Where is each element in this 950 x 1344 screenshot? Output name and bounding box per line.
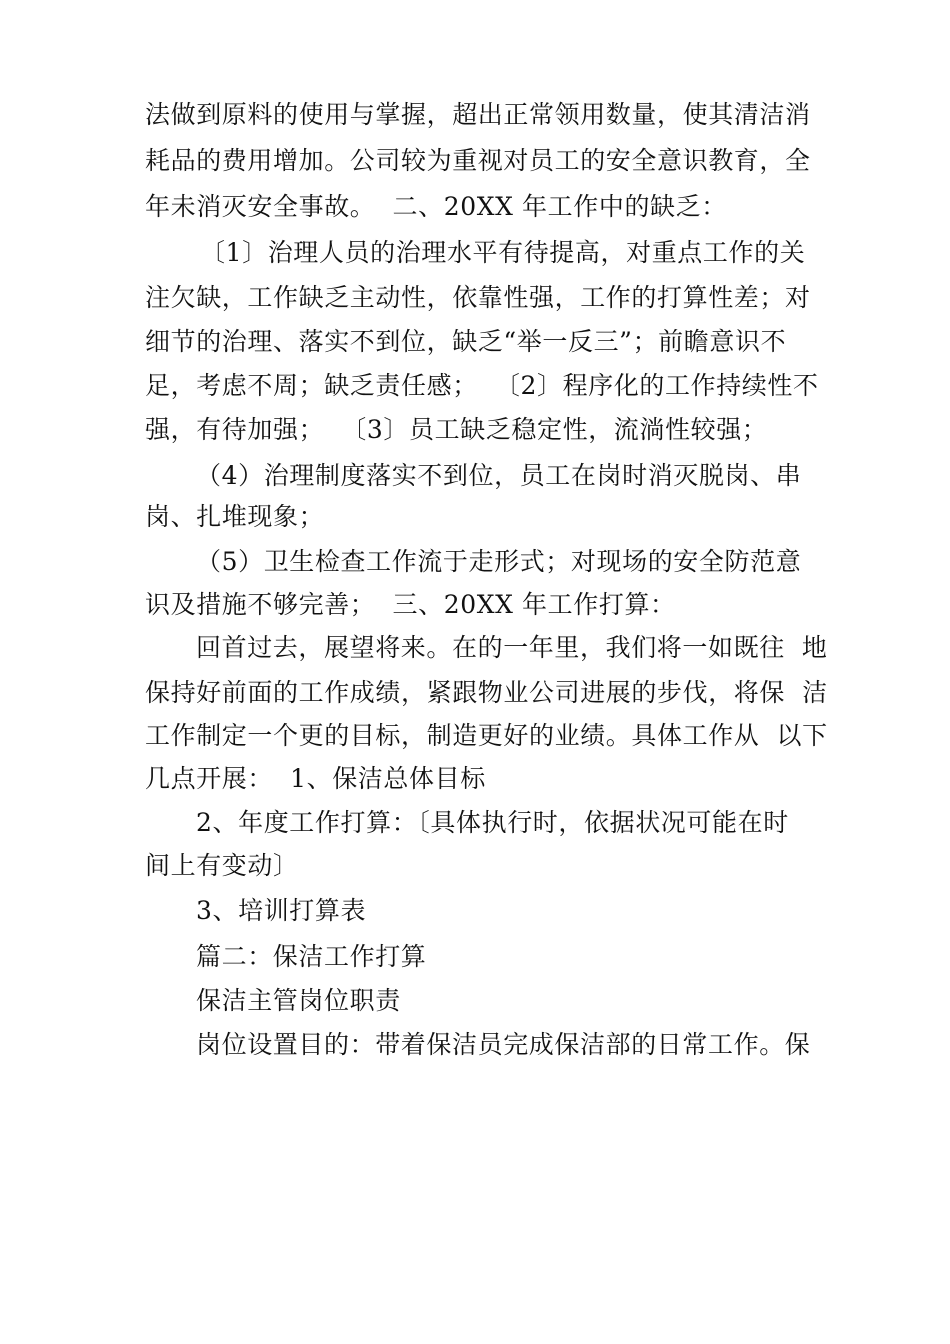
- section-heading: 保洁主管岗位职责: [196, 986, 401, 1015]
- paragraph-line: 岗、扎堆现象；: [145, 502, 325, 531]
- paragraph-line: （4）治理制度落实不到位，员工在岗时消灭脱岗、串: [196, 461, 802, 490]
- paragraph-line: 回首过去，展望将来。在的一年里，我们将一如既往 地: [196, 633, 828, 662]
- paragraph-line: 3、培训打算表: [196, 896, 367, 925]
- paragraph-line: 细节的治理、落实不到位，缺乏“举一反三”；前瞻意识不: [145, 327, 787, 356]
- paragraph-line: 几点开展： 1、保洁总体目标: [145, 764, 486, 793]
- paragraph-line: 间上有变动〕: [145, 851, 299, 880]
- paragraph-line: 耗品的费用增加。公司较为重视对员工的安全意识教育，全: [145, 146, 811, 175]
- paragraph-line: 注欠缺，工作缺乏主动性，依靠性强，工作的打算性差；对: [145, 283, 811, 312]
- paragraph-line: 年未消灭安全事故。 二、20XX 年工作中的缺乏：: [145, 192, 727, 221]
- paragraph-line: （5）卫生检查工作流于走形式；对现场的安全防范意: [196, 547, 802, 576]
- paragraph-line: 保持好前面的工作成绩，紧跟物业公司进展的步伐，将保 洁: [145, 678, 828, 707]
- paragraph-line: 2、年度工作打算：〔具体执行时，依据状况可能在时: [196, 808, 789, 837]
- paragraph-line: 〔1〕治理人员的治理水平有待提高，对重点工作的关: [200, 238, 806, 267]
- paragraph-line: 岗位设置目的：带着保洁员完成保洁部的日常工作。保: [196, 1030, 811, 1059]
- section-heading: 篇二：保洁工作打算: [196, 942, 427, 971]
- paragraph-line: 法做到原料的使用与掌握，超出正常领用数量，使其清洁消: [145, 100, 811, 129]
- paragraph-line: 工作制定一个更的目标，制造更好的业绩。具体工作从 以下: [145, 721, 828, 750]
- paragraph-line: 识及措施不够完善； 三、20XX 年工作打算：: [145, 590, 676, 619]
- paragraph-line: 强，有待加强； 〔3〕员工缺乏稳定性，流淌性较强；: [145, 415, 768, 444]
- paragraph-line: 足，考虑不周；缺乏责任感； 〔2〕程序化的工作持续性不: [145, 371, 819, 400]
